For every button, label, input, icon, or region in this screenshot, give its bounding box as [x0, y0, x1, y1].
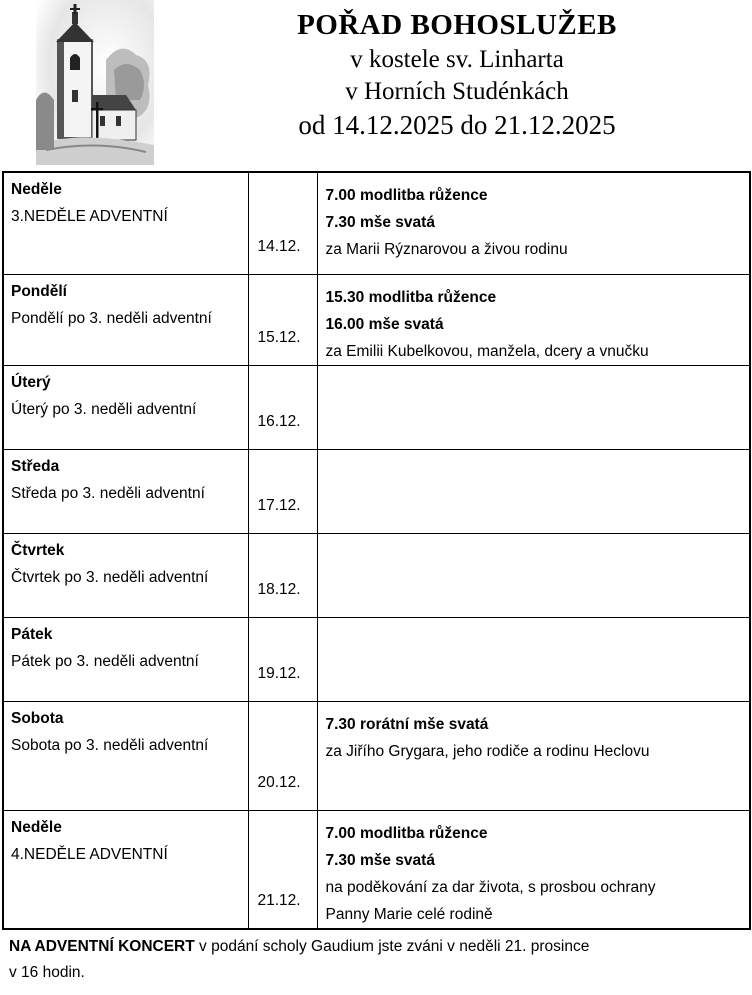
day-cell — [3, 533, 248, 617]
event-line: na poděkování za dar života, s prosbou ochrany — [325, 878, 656, 896]
date-cell: 17.12. — [248, 449, 317, 533]
day-name: Sobota — [11, 709, 64, 727]
day-cell — [3, 365, 248, 449]
date-range: od 14.12.2025 do 21.12.2025 — [298, 110, 616, 140]
date-cell: 15.12. — [248, 274, 317, 365]
date-cell: 16.12. — [248, 365, 317, 449]
day-name: Pondělí — [11, 282, 67, 300]
event-line: 7.30 rorátní mše svatá — [325, 715, 489, 733]
event-line: 15.30 modlitba růžence — [325, 288, 497, 306]
day-description: Pondělí po 3. neděli adventní — [11, 309, 212, 327]
concert-note — [9, 934, 729, 986]
day-cell — [3, 172, 248, 274]
schedule-row — [3, 365, 750, 449]
concert-note-bold: NA ADVENTNÍ KONCERT — [9, 938, 195, 955]
event-line: 7.00 modlitba růžence — [325, 187, 488, 204]
events-cell — [317, 365, 750, 449]
events-cell — [317, 274, 750, 365]
schedule-row — [3, 449, 750, 533]
date-cell: 21.12. — [248, 810, 317, 929]
day-description: Sobota po 3. neděli adventní — [11, 736, 209, 754]
day-cell — [3, 617, 248, 701]
event-line: za Emilii Kubelkovou, manžela, dcery a vnučku — [325, 342, 649, 360]
events-cell — [317, 172, 750, 274]
schedule-row — [3, 701, 750, 810]
day-cell — [3, 274, 248, 365]
event-line: Panny Marie celé rodině — [325, 905, 493, 923]
schedule-row — [3, 810, 750, 929]
day-description: 3.NEDĚLE ADVENTNÍ — [11, 208, 168, 225]
concert-note-text: v podání scholy Gaudium jste zváni v neděli 21. prosince — [194, 938, 590, 955]
events-cell — [317, 533, 750, 617]
day-name: Čtvrtek — [11, 541, 65, 559]
date-cell: 19.12. — [248, 617, 317, 701]
event-line: 16.00 mše svatá — [325, 315, 444, 333]
schedule-table — [2, 171, 751, 930]
day-name: Neděle — [11, 818, 62, 836]
event-line: 7.30 mše svatá — [325, 851, 435, 869]
concert-note-text-2: v 16 hodin. — [9, 964, 85, 981]
date-cell: 20.12. — [248, 701, 317, 810]
page-title: POŘAD BOHOSLUŽEB — [297, 9, 617, 41]
day-description: 4.NEDĚLE ADVENTNÍ — [11, 845, 168, 863]
events-cell — [317, 810, 750, 929]
day-name: Neděle — [11, 181, 62, 198]
day-description: Čtvrtek po 3. neděli adventní — [11, 568, 209, 586]
day-name: Středa — [11, 457, 60, 475]
date-cell: 14.12. — [248, 172, 317, 274]
schedule-row — [3, 274, 750, 365]
schedule-row — [3, 172, 750, 274]
church-name: v kostele sv. Linharta — [350, 46, 564, 73]
event-line: 7.00 modlitba růžence — [325, 824, 488, 842]
day-cell — [3, 810, 248, 929]
event-line: za Marii Rýznarovou a živou rodinu — [325, 241, 568, 258]
event-line: za Jiřího Grygara, jeho rodiče a rodinu Heclovu — [325, 742, 650, 760]
day-cell — [3, 701, 248, 810]
date-cell: 18.12. — [248, 533, 317, 617]
day-name: Úterý — [11, 373, 51, 391]
day-description: Úterý po 3. neděli adventní — [11, 400, 197, 418]
events-cell — [317, 701, 750, 810]
church-illustration — [36, 0, 154, 165]
village-name: v Horních Studénkách — [345, 78, 569, 105]
day-description: Pátek po 3. neděli adventní — [11, 652, 199, 670]
day-cell — [3, 449, 248, 533]
day-name: Pátek — [11, 625, 53, 643]
day-description: Středa po 3. neděli adventní — [11, 484, 205, 502]
events-cell — [317, 449, 750, 533]
schedule-row — [3, 617, 750, 701]
events-cell — [317, 617, 750, 701]
schedule-row — [3, 533, 750, 617]
header — [252, 6, 662, 142]
event-line: 7.30 mše svatá — [325, 214, 435, 231]
